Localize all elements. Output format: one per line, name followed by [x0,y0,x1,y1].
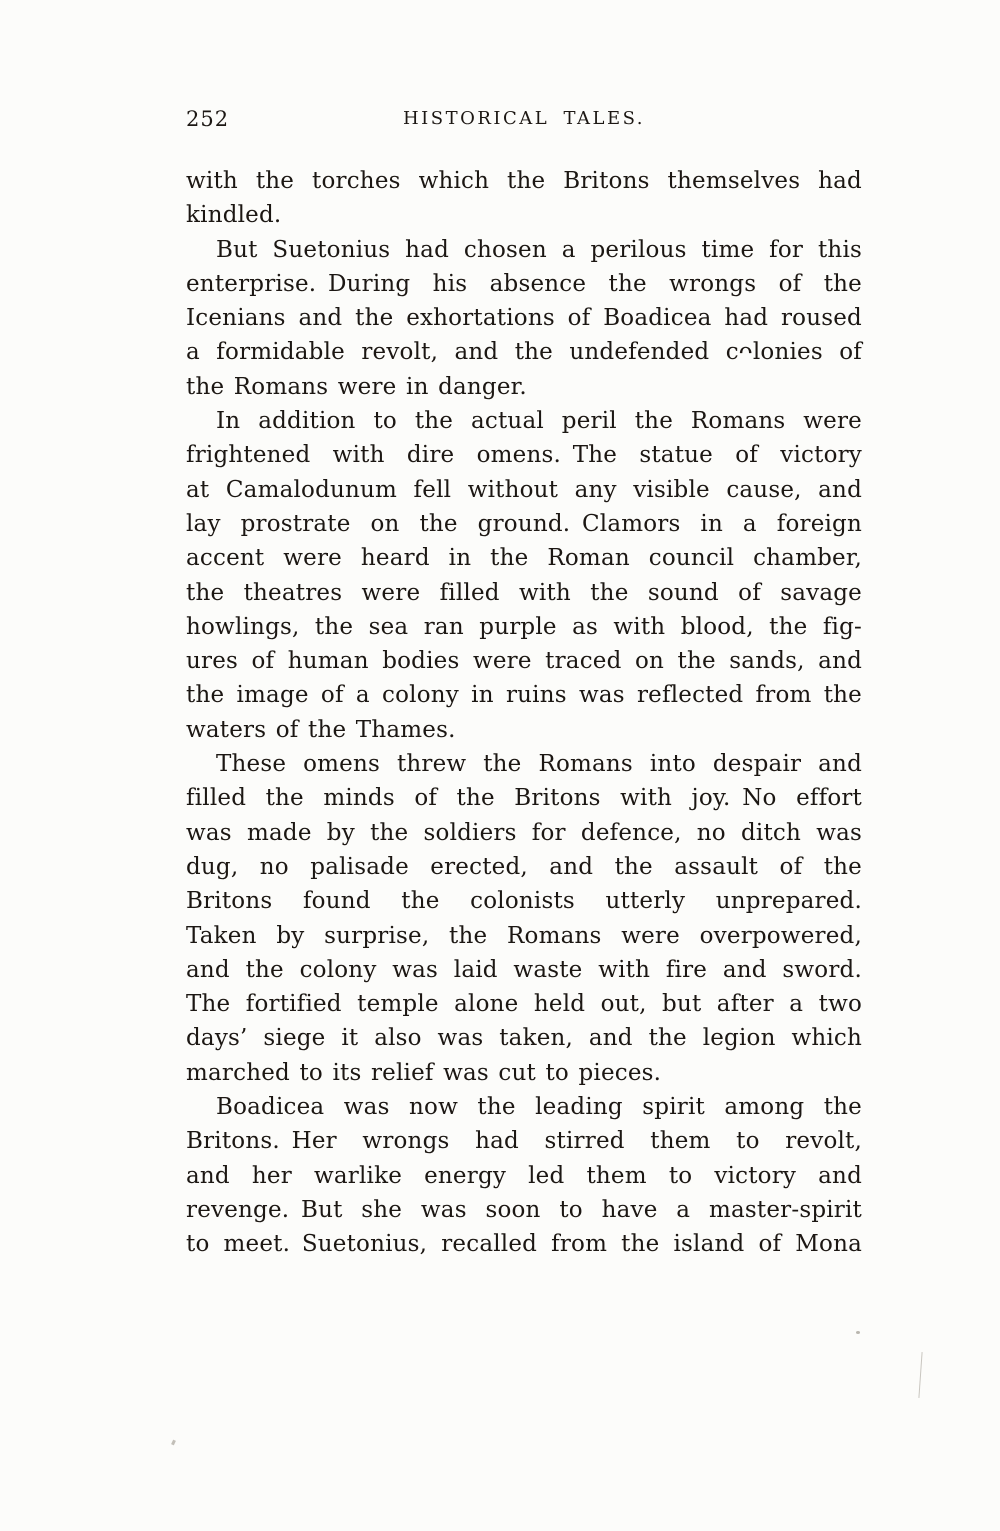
text-line: kindled. [186,202,282,229]
scan-artifact [856,1331,860,1334]
text-line: Britons. Her wrongs had stirred them to revolt, [186,1128,862,1155]
text-line: These omens threw the Romans into despair and [216,751,862,778]
text-line: revenge. But she was soon to have a master-spirit [186,1196,862,1223]
text-line: enterprise. During his absence the wrongs of the [186,270,862,297]
text-line: was made by the soldiers for defence, no ditch was [186,819,862,846]
running-title: HISTORICAL TALES. [402,108,646,129]
paragraph [186,747,862,1090]
scan-artifact [918,1352,922,1398]
text-line: marched to its relief was cut to pieces. [186,1059,662,1086]
scan-artifact [171,1440,176,1446]
page-content [186,106,862,1262]
text-line: waters of the Thames. [186,716,456,743]
text-line: filled the minds of the Britons with joy. No effort [186,785,862,812]
paragraph [186,164,862,233]
text-line: and the colony was laid waste with fire and sword. [186,956,862,983]
text-line: Taken by surprise, the Romans were overpowered, [186,922,862,949]
text-line: frightened with dire omens. The statue of victory [186,442,862,469]
text-block [186,164,862,1262]
text-line: lay prostrate on the ground. Clamors in a foreign [186,510,862,537]
text-line: the theatres were filled with the sound of savage [186,579,862,606]
text-line: days’ siege it also was taken, and the legion which [186,1025,862,1052]
text-line: the Romans were in danger. [186,373,527,400]
text-line: dug, no palisade erected, and the assault of the [186,853,862,880]
text-line: But Suetonius had chosen a perilous time for this [216,236,862,263]
text-line: Boadicea was now the leading spirit among the [216,1094,862,1121]
text-line: Icenians and the exhortations of Boadicea had roused [186,305,862,332]
text-line: a formidable revolt, and the undefended cᴖlonies of [186,339,862,366]
text-line: and her warlike energy led them to victory and [186,1162,862,1189]
text-line: to meet. Suetonius, recalled from the island of Mona [186,1231,862,1258]
text-line: In addition to the actual peril the Romans were [216,408,862,435]
text-line: ures of human bodies were traced on the sands, and [186,648,862,675]
paragraph [186,1090,862,1261]
page-header [186,106,862,132]
page-number: 252 [186,107,230,131]
text-line: The fortified temple alone held out, but after a two [186,991,862,1018]
paragraph [186,233,862,404]
text-line: howlings, the sea ran purple as with blood, the fig- [186,613,862,640]
paragraph [186,404,862,747]
text-line: with the torches which the Britons themselves had [186,168,862,194]
text-line: at Camalodunum fell without any visible cause, and [186,476,862,503]
text-line: the image of a colony in ruins was reflected from the [186,682,862,709]
text-line: accent were heard in the Roman council chamber, [186,545,862,572]
text-line: Britons found the colonists utterly unprepared. [186,888,862,915]
